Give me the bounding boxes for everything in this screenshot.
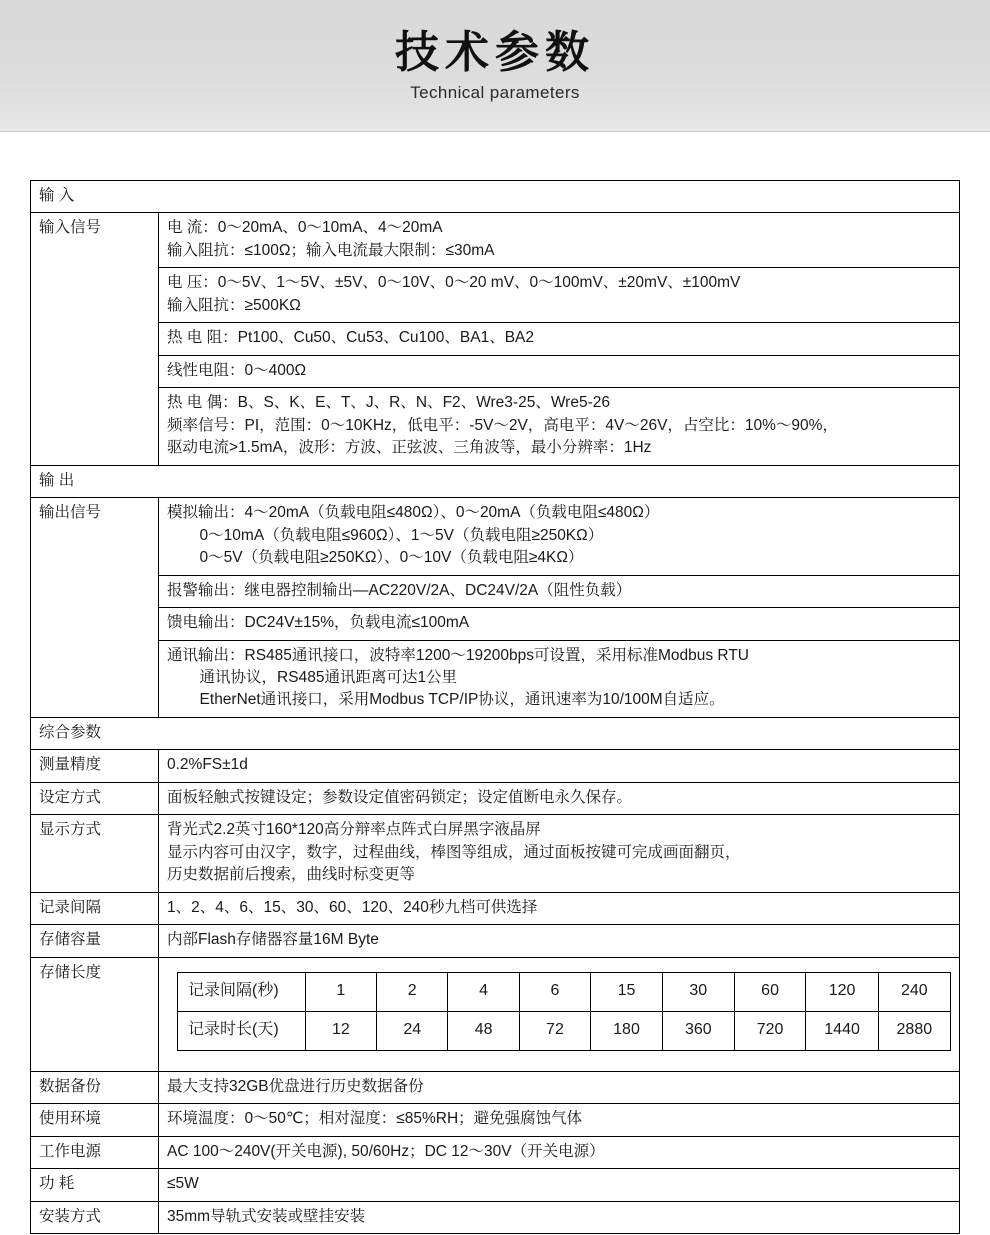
- storage-duration-cell: 48: [448, 1011, 519, 1050]
- table-row: [31, 355, 960, 387]
- row-value-display-mode: 背光式2.2英寸160*120高分辩率点阵式白屏黑字液晶屏 显示内容可由汉字，数字，过程曲线，棒图等组成，通过面板按键可完成画面翻页， 历史数据前后搜索，曲线时标变更等: [159, 815, 960, 892]
- storage-interval-cell: 2: [377, 972, 448, 1011]
- input-thermocouple-frequency: 热 电 偶：B、S、K、E、T、J、R、N、F2、Wre3-25、Wre5-26 频率信号：PI，范围：0～10KHz，低电平：-5V～2V，高电平：4V～26V，占空比：10%～90%， 驱动电流>1.5mA，波形：方波、正弦波、三角波等，最小分辨率：1Hz: [159, 388, 960, 465]
- input-current: 电 流：0～20mA、0～10mA、4～20mA 输入阻抗：≤100Ω；输入电流最大限制：≤30mA: [159, 213, 960, 268]
- row-label-storage-capacity: 存储容量: [31, 925, 159, 957]
- row-label-display-mode: 显示方式: [31, 815, 159, 892]
- storage-duration-cell: 360: [662, 1011, 734, 1050]
- page-subtitle: Technical parameters: [410, 82, 580, 102]
- specification-table: [30, 180, 960, 1234]
- page-title: 技术参数: [395, 28, 595, 78]
- table-row: [31, 608, 960, 640]
- table-row: [31, 717, 960, 749]
- row-value-storage-capacity: 内部Flash存储器容量16M Byte: [159, 925, 960, 957]
- row-value-power-supply: AC 100～240V(开关电源), 50/60Hz；DC 12～30V（开关电源）: [159, 1136, 960, 1168]
- table-row: [31, 892, 960, 924]
- row-label-setting-mode: 设定方式: [31, 782, 159, 814]
- row-label-accuracy: 测量精度: [31, 750, 159, 782]
- row-value-accuracy: 0.2%FS±1d: [159, 750, 960, 782]
- row-label-output-signal: 输出信号: [31, 498, 159, 718]
- row-value-mounting: 35mm导轨式安装或壁挂安装: [159, 1201, 960, 1233]
- table-row: [31, 1104, 960, 1136]
- row-label-power-consumption: 功 耗: [31, 1169, 159, 1201]
- table-row: [31, 268, 960, 323]
- table-row: [31, 498, 960, 575]
- table-row: [31, 213, 960, 268]
- table-row: [31, 957, 960, 1071]
- storage-duration-cell: 24: [377, 1011, 448, 1050]
- page-header: [0, 0, 990, 132]
- row-label-mounting: 安装方式: [31, 1201, 159, 1233]
- storage-duration-header: 记录时长(天): [178, 1011, 306, 1050]
- section-header-input: 输 入: [31, 181, 960, 213]
- table-row: [31, 925, 960, 957]
- storage-duration-cell: 12: [305, 1011, 376, 1050]
- input-linear-resistance: 线性电阻：0～400Ω: [159, 355, 960, 387]
- storage-duration-cell: 180: [591, 1011, 663, 1050]
- table-row: [31, 323, 960, 355]
- section-header-general: 综合参数: [31, 717, 960, 749]
- output-feed: 馈电输出：DC24V±15%，负载电流≤100mA: [159, 608, 960, 640]
- storage-interval-row: [178, 972, 951, 1011]
- storage-duration-cell: 1440: [806, 1011, 878, 1050]
- storage-interval-cell: 6: [519, 972, 590, 1011]
- row-value-power-consumption: ≤5W: [159, 1169, 960, 1201]
- row-label-record-interval: 记录间隔: [31, 892, 159, 924]
- row-value-data-backup: 最大支持32GB优盘进行历史数据备份: [159, 1071, 960, 1103]
- table-row: [31, 181, 960, 213]
- input-voltage: 电 压：0～5V、1～5V、±5V、0～10V、0～20 mV、0～100mV、±20mV、±100mV 输入阻抗：≥500KΩ: [159, 268, 960, 323]
- storage-duration-row: [178, 1011, 951, 1050]
- table-row: [31, 640, 960, 717]
- row-label-power-supply: 工作电源: [31, 1136, 159, 1168]
- section-header-output: 输 出: [31, 465, 960, 497]
- row-label-data-backup: 数据备份: [31, 1071, 159, 1103]
- storage-interval-header: 记录间隔(秒): [178, 972, 306, 1011]
- storage-interval-cell: 30: [662, 972, 734, 1011]
- output-communication: 通讯输出：RS485通讯接口，波特率1200～19200bps可设置，采用标准Modbus RTU 通讯协议，RS485通讯距离可达1公里 EtherNet通讯接口，采用Modbus TCP/IP协议，通讯速率为10/100M自适应。: [159, 640, 960, 717]
- storage-interval-cell: 4: [448, 972, 519, 1011]
- row-value-storage-length: [159, 957, 960, 1071]
- storage-interval-cell: 60: [734, 972, 806, 1011]
- storage-interval-cell: 1: [305, 972, 376, 1011]
- table-row: [31, 750, 960, 782]
- table-row: [31, 1071, 960, 1103]
- output-analog: 模拟输出：4～20mA（负载电阻≤480Ω）、0～20mA（负载电阻≤480Ω） 0～10mA（负载电阻≤960Ω）、1～5V（负载电阻≥250KΩ） 0～5V（负载电阻≥250KΩ）、0～10V（负载电阻≥4KΩ）: [159, 498, 960, 575]
- storage-duration-cell: 720: [734, 1011, 806, 1050]
- row-label-environment: 使用环境: [31, 1104, 159, 1136]
- storage-duration-cell: 72: [519, 1011, 590, 1050]
- row-value-environment: 环境温度：0～50℃；相对湿度：≤85%RH；避免强腐蚀气体: [159, 1104, 960, 1136]
- row-value-setting-mode: 面板轻触式按键设定；参数设定值密码锁定；设定值断电永久保存。: [159, 782, 960, 814]
- table-row: [31, 782, 960, 814]
- storage-interval-cell: 120: [806, 972, 878, 1011]
- storage-length-table: [177, 972, 951, 1051]
- row-value-record-interval: 1、2、4、6、15、30、60、120、240秒九档可供选择: [159, 892, 960, 924]
- table-row: [31, 465, 960, 497]
- spec-sheet: [0, 132, 990, 1234]
- storage-duration-cell: 2880: [878, 1011, 950, 1050]
- table-row: [31, 1201, 960, 1233]
- row-label-storage-length: 存储长度: [31, 957, 159, 1071]
- output-alarm: 报警输出：继电器控制输出—AC220V/2A、DC24V/2A（阻性负载）: [159, 575, 960, 607]
- table-row: [31, 388, 960, 465]
- table-row: [31, 1136, 960, 1168]
- storage-interval-cell: 240: [878, 972, 950, 1011]
- table-row: [31, 815, 960, 892]
- input-rtd: 热 电 阻：Pt100、Cu50、Cu53、Cu100、BA1、BA2: [159, 323, 960, 355]
- storage-interval-cell: 15: [591, 972, 663, 1011]
- row-label-input-signal: 输入信号: [31, 213, 159, 465]
- table-row: [31, 1169, 960, 1201]
- table-row: [31, 575, 960, 607]
